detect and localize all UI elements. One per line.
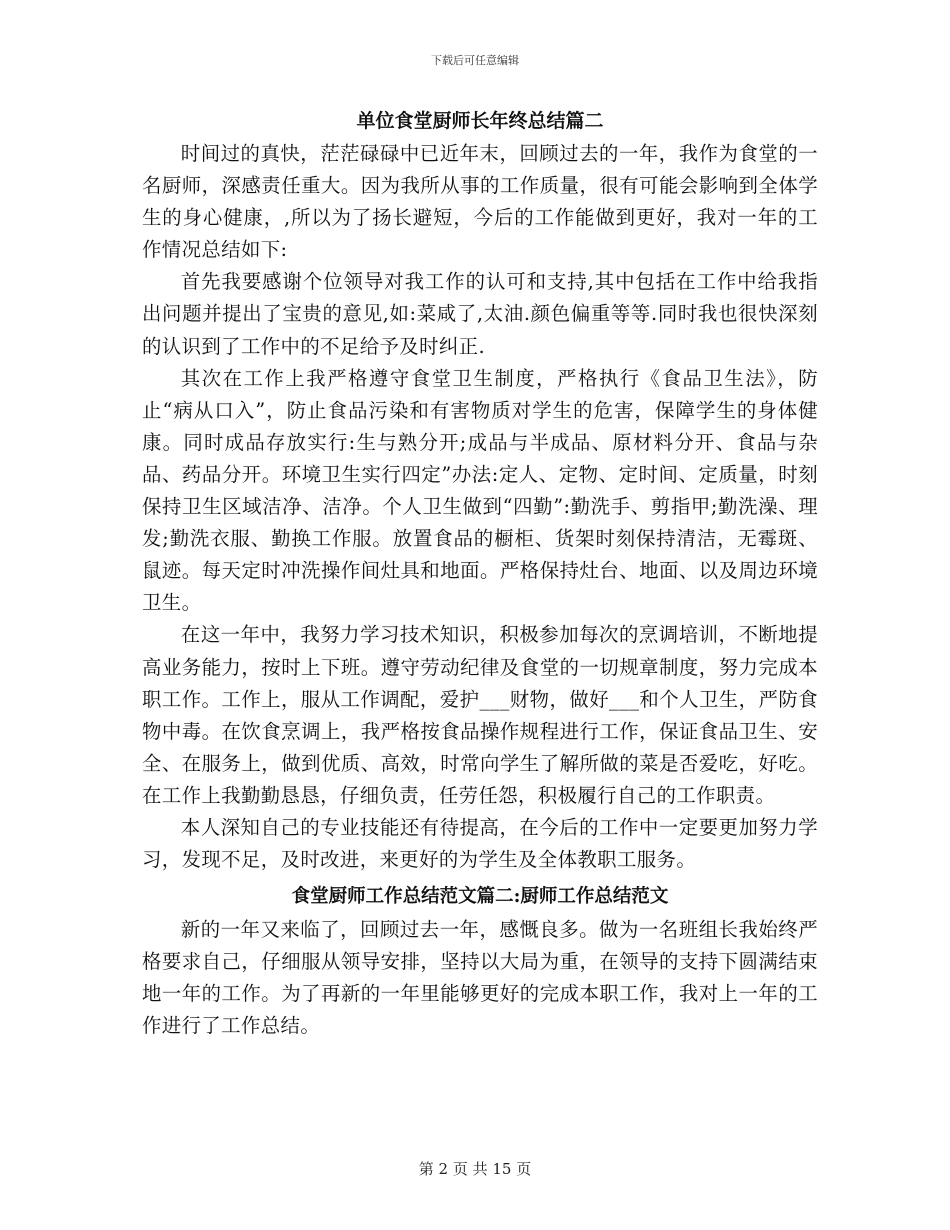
page-header: 下载后可任意编辑 [431, 54, 519, 67]
paragraph: 在这一年中，我努力学习技术知识，积极参加每次的烹调培训，不断地提高业务能力，按时上下班。遵守劳动纪律及食堂的一切规章制度，努力完成本职工作。工作上，服从工作调配，爱护___财物，做好___和个人卫生，严防食物中毒。在饮食烹调上，我严格按食品操作规程进行工作，保证食品卫生、安全、在服务上，做到优质、高效，时常向学生了解所做的菜是否爱吃，好吃。在工作上我勤勤恳恳，仔细负责，任劳任怨，积极履行自己的工作职责。 [142, 623, 818, 807]
document-body [142, 104, 818, 1043]
paragraph: 时间过的真快，茫茫碌碌中已近年末，回顾过去的一年，我作为食堂的一名厨师，深感责任重大。因为我所从事的工作质量，很有可能会影响到全体学生的身心健康，,所以为了扬长避短，今后的工作能做到更好，我对一年的工作情况总结如下: [142, 142, 818, 262]
section-title: 单位食堂厨师长年终总结篇二 [356, 110, 604, 132]
paragraph: 其次在工作上我严格遵守食堂卫生制度，严格执行《食品卫生法》，防止“病从口入”，防止食品污染和有害物质对学生的危害，保障学生的身体健康。同时成品存放实行:生与熟分开;成品与半成品、原材料分开、食品与杂品、药品分开。环境卫生实行四定”办法:定人、定物、定时间、定质量，时刻保持卫生区域洁净、洁净。个人卫生做到“四勤”:勤洗手、剪指甲;勤洗澡、理发;勤洗衣服、勤换工作服。放置食品的橱柜、货架时刻保持清洁，无霉斑、鼠迹。每天定时冲洗操作间灶具和地面。严格保持灶台、地面、以及周边环境卫生。 [142, 366, 818, 615]
page-number: 第 2 页 共 15 页 [418, 1160, 532, 1178]
paragraph: 首先我要感谢个位领导对我工作的认可和支持,其中包括在工作中给我指出问题并提出了宝贵的意见,如:菜咸了,太油.颜色偏重等等.同时我也很快深刻的认识到了工作中的不足给予及时纠正. [142, 270, 818, 358]
paragraph: 本人深知自己的专业技能还有待提高，在今后的工作中一定要更加努力学习，发现不足，及时改进，来更好的为学生及全体教职工服务。 [142, 815, 818, 872]
section-title: 食堂厨师工作总结范文篇二:厨师工作总结范文 [291, 886, 669, 908]
paragraph: 新的一年又来临了，回顾过去一年，感慨良多。做为一名班组长我始终严格要求自己，仔细服从领导安排，坚持以大局为重，在领导的支持下圆满结束地一年的工作。为了再新的一年里能够更好的完成本职工作，我对上一年的工作进行了工作总结。 [142, 918, 818, 1038]
